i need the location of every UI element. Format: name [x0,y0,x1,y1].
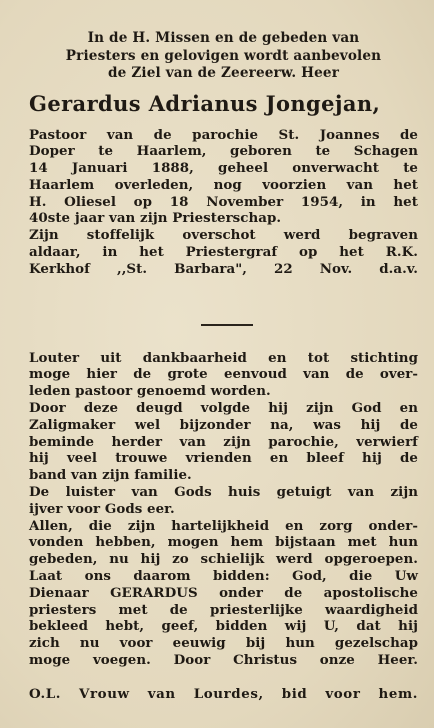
tribute-line: Zaligmaker wel bijzonder na, was hij de [29,416,418,433]
closing-invocation: O.L. Vrouw van Lourdes, bid voor hem. [29,685,418,702]
tribute-line: ijver voor Gods eer. [29,500,175,517]
bio-line: 40ste jaar van zijn Priesterschap. [29,210,282,227]
bio-line: Kerkhof ,,St. Barbara", 22 Nov. d.a.v. [29,260,418,277]
tribute-line: moge voegen. Door Christus onze Heer. [29,652,418,669]
tribute-line: zich nu voor eeuwig bij hun gezelschap [29,635,418,652]
tribute-line: bekleed hebt, geef, bidden wij U, dat hij [29,618,418,635]
tribute-line: Dienaar GERARDUS onder de apostolische [29,584,418,601]
intro-line: de Ziel van de Zeereerw. Heer [107,65,340,81]
tribute-line: vonden hebben, mogen hem bijstaan met hun [29,534,418,551]
tribute-line: Allen, die zijn hartelijkheid en zorg onder- [29,517,418,534]
prayer-heading: Laat ons daarom bidden: [29,568,270,585]
tribute-line: hij veel trouwe vrienden en bleef hij de [29,450,418,467]
intro-line: In de H. Missen en de gebeden van [87,30,360,46]
tribute-line: priesters met de priesterlijke waardigheid [29,601,418,618]
prayer-start: God, die Uw [269,568,419,585]
deceased-name: Gerardus Adrianus Jongejan, [29,90,381,116]
bio-line: H. Oliesel op 18 November 1954, in het [29,193,418,210]
bio-line: Pastoor van de parochie St. Joannes de [29,126,418,143]
bio-line: aldaar, in het Priestergraf op het R.K. [29,244,418,261]
tribute-line: beminde herder van zijn parochie, verwierf [29,433,418,450]
tribute-text [29,350,418,669]
tribute-line: gebeden, nu hij zo schielijk werd opgeroepen. [29,551,418,568]
bio-line: 14 Januari 1888, geheel onverwacht te [29,160,418,177]
tribute-line [29,568,418,585]
tribute-line: band van zijn familie. [29,467,192,484]
tribute-line: moge hier de grote eenvoud van de over- [29,366,418,383]
tribute-line: De luister van Gods huis getuigt van zijn [29,484,418,501]
tribute-line: Door deze deugd volgde hij zijn God en [29,400,418,417]
tribute-line: Louter uit dankbaarheid en tot stichting [29,349,418,366]
tribute-line: leden pastoor genoemd worden. [29,383,271,400]
biography [29,127,418,278]
bio-line: Zijn stoffelijk overschot werd begraven [29,227,418,244]
bio-line: Haarlem overleden, nog voorzien van het [29,176,418,193]
intro-text [29,30,418,83]
intro-line: Priesters en gelovigen wordt aanbevolen [65,47,382,64]
bio-line: Doper te Haarlem, geboren te Schagen [29,143,418,160]
divider-rule [201,324,253,326]
